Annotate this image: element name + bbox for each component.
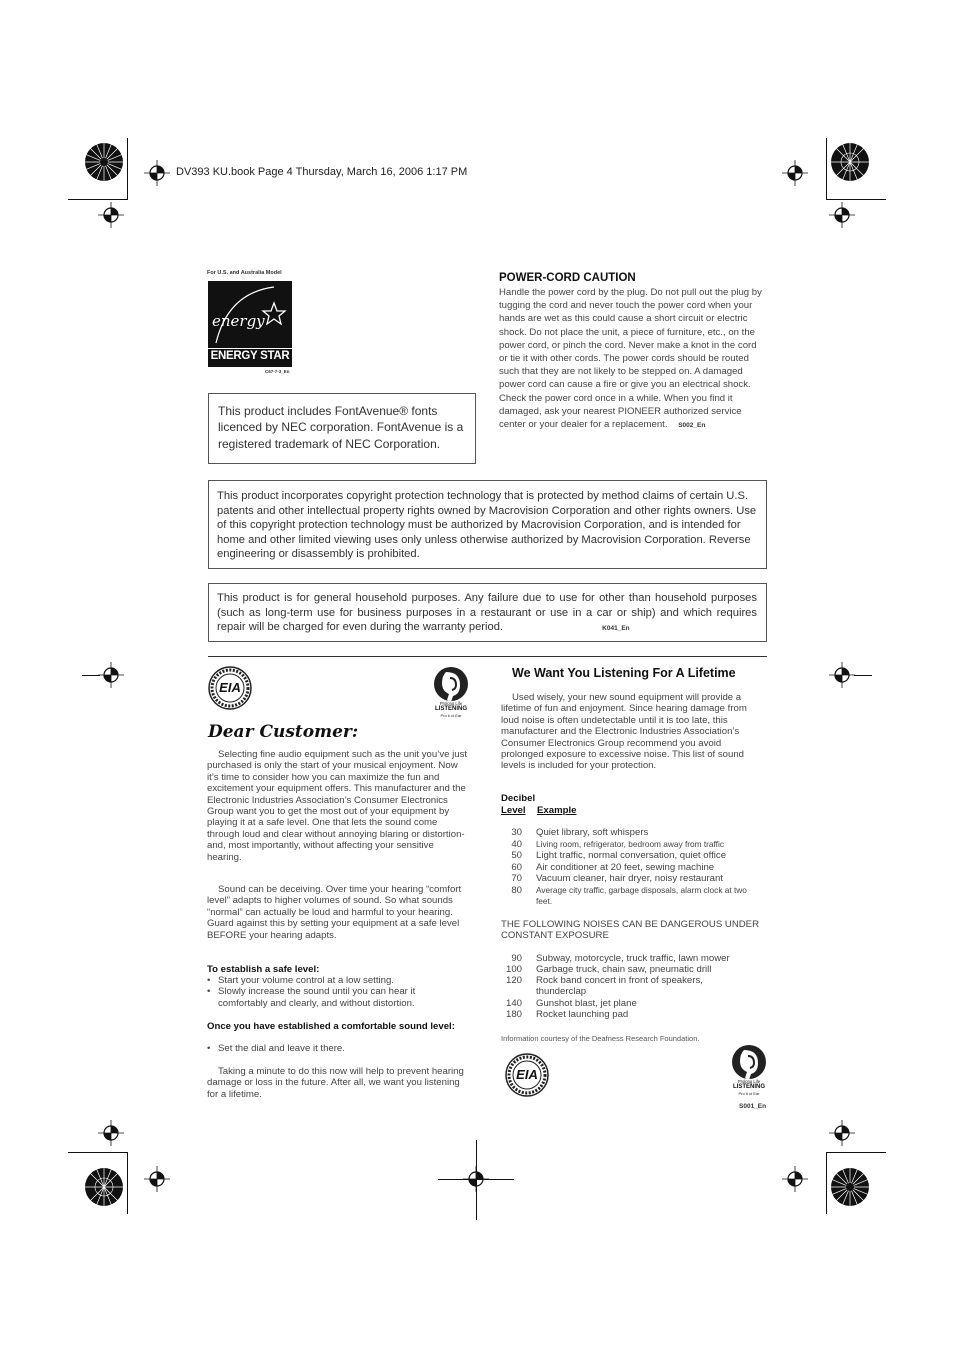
energy-code: C67-7-3_En	[265, 369, 290, 374]
crosshair-icon	[829, 662, 855, 688]
household-box	[208, 583, 767, 642]
col-decibel: Decibel	[501, 793, 536, 804]
eia-text: EIA	[219, 680, 241, 695]
dear-customer-p3: Taking a minute to do this now will help to prevent hearing damage or loss in the future. After all, we want you listening for a lifetime.	[207, 1066, 464, 1100]
listening-line1: Prolong Life	[439, 701, 463, 706]
power-cord-body	[499, 286, 766, 432]
model-note: For U.S. and Australia Model	[207, 270, 282, 276]
level-cell: 140	[505, 998, 522, 1009]
list-item: • Start your volume control at a low setting.	[207, 975, 465, 986]
danger-heading: THE FOLLOWING NOISES CAN BE DANGEROUS UNDER CONSTANT EXPOSURE	[501, 919, 760, 942]
crop-target-icon	[83, 1166, 125, 1208]
example-cell: Light traffic, normal conversation, quiet office	[536, 850, 727, 861]
example-cell: Rocket launching pad	[536, 1009, 629, 1020]
crosshair-icon	[98, 1120, 124, 1146]
crosshair-icon	[98, 202, 124, 228]
listening-line3: Pro ti ct Ear	[738, 1091, 760, 1096]
col-example: Example	[537, 805, 577, 816]
macrovision-text: This product incorporates copyright protection technology that is protected by method claims of certain U.S. patents and other intellectual property rights owned by Macrovision Corporation and other rights owners. Use of this copyright protection technology must be authorized by Macrovision Corporation, and is intended for home and other limited viewing uses only unless otherwise authorized by Macrovision Corporation. Reverse engineering or disassembly is prohibited.	[217, 490, 757, 561]
level-cell: 40	[511, 839, 522, 850]
dear-customer-p1: Selecting fine audio equipment such as the unit you’ve just purchased is only the start of your musical enjoyment. Now it’s time to consider how you can maximize the fun and excitement your equipment offers. This manufacturer and the Electronic Industries Association’s Consumer Electronics Group want you to get the most out of your equipment by playing it at a safe level. One that lets the sound come through loud and clear without annoying blaring or distortion-and, most importantly, without affecting your sensitive hearing.	[207, 749, 468, 863]
listening-code: S001_En	[739, 1103, 767, 1110]
example-cell: Quiet library, soft whispers	[536, 827, 649, 838]
level-cell: 60	[511, 862, 522, 873]
energy-star-label: ENERGY STAR	[210, 350, 290, 362]
listening-title: We Want You Listening For A Lifetime	[512, 666, 736, 680]
crosshair-icon	[782, 160, 808, 186]
crop-target-icon	[829, 1166, 871, 1208]
example-cell: Vacuum cleaner, hair dryer, noisy restaurant	[536, 873, 723, 884]
level-cell: 180	[505, 1009, 522, 1020]
danger-table	[500, 953, 770, 1023]
level-cell: 80	[511, 885, 522, 896]
comfortable-level-list	[207, 1043, 465, 1054]
listening-line2: LISTENING	[732, 1084, 765, 1090]
safe-level-list	[207, 975, 465, 1009]
household-text-body: This product is for general household purposes. Any failure due to use for other than household purposes (such as long-term use for business purposes in a restaurant or use in a car or ship) and which requires repair will be charged for even during the warranty period.	[217, 592, 757, 634]
crosshair-icon	[144, 1166, 170, 1192]
level-cell: 70	[511, 873, 522, 884]
level-cell: 30	[511, 827, 522, 838]
eia-logo	[208, 666, 252, 710]
listening-line2: LISTENING	[434, 706, 467, 712]
section-divider	[208, 656, 767, 657]
power-cord-title: POWER-CORD CAUTION	[499, 272, 636, 284]
power-cord-text: Handle the power cord by the plug. Do not pull out the plug by tugging the cord and never touch the power cord when your hands are wet as this could cause a short circuit or electric shock. Do not place the unit, a piece of furniture, etc., on the power cord, or pinch the cord. Never make a knot in the cord or tie it with other cords. The power cords should be routed such that they are not likely to be stepped on. A damaged power cord can cause a fire or give you an electrical shock. Check the power cord once in a while. When you find it damaged, ask your nearest PIONEER authorized service center or your dealer for a replacement.	[499, 287, 762, 431]
example-cell: Garbage truck, chain saw, pneumatic drill	[536, 964, 712, 975]
household-code: K041_En	[602, 625, 630, 633]
macrovision-box	[208, 480, 767, 569]
eia-logo	[505, 1053, 549, 1097]
example-cell: Gunshot blast, jet plane	[536, 998, 637, 1009]
example-cell: Subway, motorcycle, truck traffic, lawn mower	[536, 953, 730, 964]
ear-head-icon	[432, 666, 470, 706]
power-cord-code: S002_En	[678, 422, 706, 430]
fontavenue-box	[208, 393, 476, 464]
crosshair-icon	[98, 662, 124, 688]
example-cell: Average city traffic, garbage disposals, alarm clock at two feet.	[536, 885, 747, 907]
fontavenue-text: This product includes FontAvenue® fonts licenced by NEC corporation. FontAvenue is a registered trademark of NEC Corporation.	[218, 404, 464, 451]
listening-intro: Used wisely, your new sound equipment will provide a lifetime of fun and enjoyment. Since hearing damage from loud noise is often undetectable until it is too late, this manufacturer and the Electronic Industries Association’s Consumer Electronics Group recommend you avoid prolonged exposure to excessive noise. This list of sound levels is included for your protection.	[501, 692, 747, 772]
energy-logo-script: energy	[212, 312, 265, 330]
comfortable-level-heading: Once you have established a comfortable sound level:	[207, 1021, 455, 1032]
crosshair-icon	[829, 1120, 855, 1146]
dear-customer-p2: Sound can be deceiving. Over time your hearing “comfort level” adapts to higher volumes of sound. So what sounds “normal” can actually be loud and harmful to your hearing. Guard against this by setting your equipment at a safe level BEFORE your hearing adapts.	[207, 884, 462, 941]
courtesy-note: Information courtesy of the Deafness Research Foundation.	[501, 1034, 700, 1043]
level-cell: 90	[511, 953, 522, 964]
example-cell: Rock band concert in front of speakers, thunderclap	[536, 975, 703, 998]
listening-logo	[730, 1044, 768, 1098]
col-level: Level	[501, 805, 526, 816]
ear-head-icon	[730, 1044, 768, 1084]
crop-target-icon	[829, 141, 871, 183]
level-cell: 100	[505, 964, 522, 975]
example-cell: Living room, refrigerator, bedroom away from traffic	[536, 839, 724, 849]
dear-customer-title: Dear Customer:	[208, 722, 359, 742]
crop-target-icon	[83, 141, 125, 183]
list-item: • Slowly increase the sound until you can hear it comfortably and clearly, and without distortion.	[207, 986, 465, 1009]
decibel-table	[500, 827, 770, 917]
safe-level-heading: To establish a safe level:	[207, 964, 320, 975]
list-item: • Set the dial and leave it there.	[207, 1043, 465, 1054]
level-cell: 50	[511, 850, 522, 861]
crosshair-icon	[144, 160, 170, 186]
level-cell: 120	[505, 975, 522, 986]
listening-line3: Pro ti ct Ear	[440, 713, 462, 718]
eia-text: EIA	[516, 1067, 538, 1082]
listening-logo	[432, 666, 470, 720]
example-cell: Air conditioner at 20 feet, sewing machine	[536, 862, 715, 873]
energy-star-logo	[208, 281, 292, 367]
crosshair-icon	[829, 202, 855, 228]
household-text	[217, 591, 757, 637]
crosshair-icon	[782, 1166, 808, 1192]
book-header-line: DV393 KU.book Page 4 Thursday, March 16, 2006 1:17 PM	[176, 166, 468, 178]
listening-line1: Prolong Life	[737, 1079, 761, 1084]
